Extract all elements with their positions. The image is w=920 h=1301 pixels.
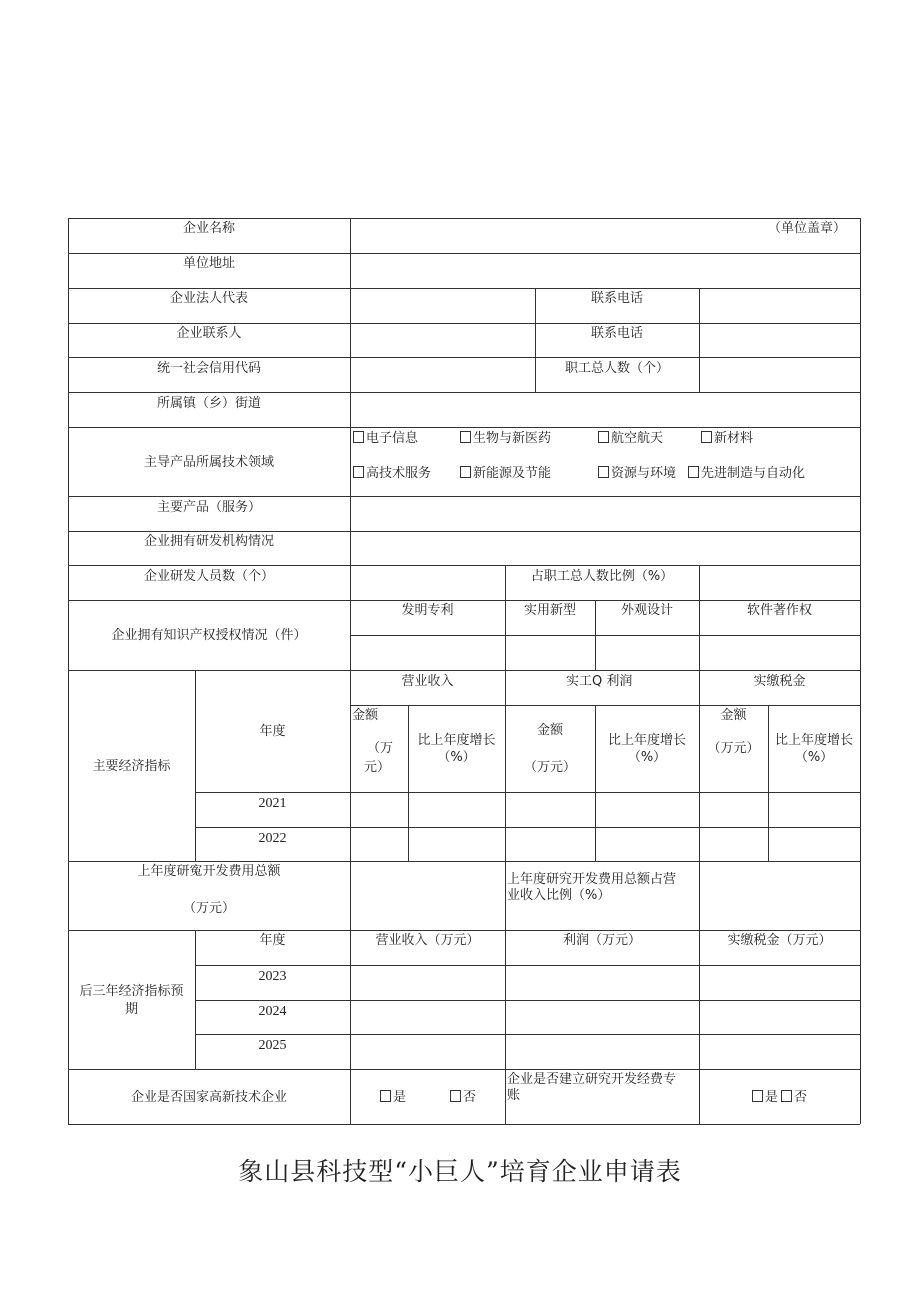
ip-label: 企业拥有知识产权授权情况（件） xyxy=(111,628,307,643)
main-products-label: 主要产品（服务） xyxy=(156,500,261,515)
forecast-tax-label: 实缴税金（万元） xyxy=(727,933,832,948)
tax-growth-label: 比上年度增长 xyxy=(774,733,853,748)
econ-label: 主要经济指标 xyxy=(92,759,171,774)
forecast-revenue-label: 营业收入（万元） xyxy=(375,933,480,948)
tax-label: 实缴税金 xyxy=(753,674,806,689)
revenue-pct-label: （%） xyxy=(437,750,476,765)
tax-amount-label: 金额 xyxy=(720,708,747,723)
checkbox-biomedicine[interactable]: 生物与新医药 xyxy=(460,431,551,447)
staff-total-label: 职工总人数（个） xyxy=(564,361,669,376)
town-label: 所属镇（乡）街道 xyxy=(156,396,261,411)
credit-code-label: 统一社会信用代码 xyxy=(156,361,261,376)
checkbox-icon xyxy=(598,431,609,443)
checkbox-icon xyxy=(460,431,471,443)
checkbox-aerospace[interactable]: 航空航天 xyxy=(598,431,663,447)
tax-pct-label: （%） xyxy=(794,750,834,765)
checkbox-icon xyxy=(353,466,364,478)
checkbox-new-energy[interactable]: 新能源及节能 xyxy=(460,466,551,482)
checkbox-resources-environment[interactable]: 资源与环境 xyxy=(598,466,676,482)
checkbox-icon xyxy=(380,1090,391,1102)
checkbox-icon xyxy=(701,431,712,443)
rd-institution-label: 企业拥有研发机构情况 xyxy=(143,534,274,549)
rd-ratio-rev-label-2: 业收入比例（%） xyxy=(507,888,611,903)
profit-label: 实工Q 利润 xyxy=(566,674,633,689)
checkbox-electronic-info[interactable]: 电子信息 xyxy=(353,431,418,447)
revenue-label: 营业收入 xyxy=(401,674,454,689)
page-title: 象山县科技型“小巨人”培育企业申请表 xyxy=(238,1157,682,1186)
year-2022: 2022 xyxy=(258,831,287,846)
address-label: 单位地址 xyxy=(182,256,235,271)
rd-account-no-checkbox[interactable]: 否 xyxy=(781,1090,807,1106)
checkbox-icon xyxy=(781,1090,792,1102)
revenue-amount-label: 金额 xyxy=(352,708,379,723)
rd-account-yes-checkbox[interactable]: 是 xyxy=(752,1090,778,1106)
profit-amount-label: 金额 xyxy=(536,723,563,738)
checkbox-hightech-services[interactable]: 高技术服务 xyxy=(353,466,431,482)
year-2021: 2021 xyxy=(258,796,287,811)
hightech-yes-checkbox[interactable]: 是 xyxy=(380,1090,406,1106)
checkbox-new-materials[interactable]: 新材料 xyxy=(701,431,753,447)
year-2023: 2023 xyxy=(258,969,287,984)
rd-account-label-1: 企业是否建立研究开发经费专 xyxy=(507,1072,677,1087)
checkbox-icon xyxy=(752,1090,763,1102)
phone-label-1: 联系电话 xyxy=(590,291,643,306)
hightech-label: 企业是否国家高新技术企业 xyxy=(130,1090,287,1105)
rd-ratio-label: 占职工总人数比例（%） xyxy=(530,569,674,584)
ip-col-design: 外观设计 xyxy=(620,603,673,618)
revenue-amount-unit-2: 元） xyxy=(364,760,391,775)
ip-col-utility: 实用新型 xyxy=(523,603,576,618)
forecast-label-1: 后三年经济指标预 xyxy=(79,984,184,999)
profit-pct-label: （%） xyxy=(627,750,667,765)
contact-label: 企业联系人 xyxy=(176,326,242,341)
rd-total-unit: （万元） xyxy=(182,901,235,916)
checkbox-icon xyxy=(353,431,364,443)
year-label: 年度 xyxy=(259,724,286,739)
forecast-year-label: 年度 xyxy=(259,933,286,948)
checkbox-advanced-manufacturing[interactable]: 先进制造与自动化 xyxy=(688,466,805,482)
seal-note: （单位盖章） xyxy=(768,221,847,236)
forecast-label-2: 期 xyxy=(124,1002,138,1017)
rd-total-label: 上年度研寃开发费用总额 xyxy=(137,864,281,879)
company-name-label: 企业名称 xyxy=(182,221,235,236)
legal-rep-label: 企业法人代表 xyxy=(169,291,248,306)
tech-field-label: 主导产品所属技术领域 xyxy=(143,455,274,470)
checkbox-icon xyxy=(450,1090,461,1102)
checkbox-icon xyxy=(598,466,609,478)
ip-col-software: 软件著作权 xyxy=(746,603,812,618)
rd-ratio-rev-label-1: 上年度研究开发费用总额占营 xyxy=(507,872,677,887)
ip-col-invention: 发明专利 xyxy=(401,603,454,618)
year-2024: 2024 xyxy=(258,1004,287,1019)
hightech-no-checkbox[interactable]: 否 xyxy=(450,1090,476,1106)
checkbox-icon xyxy=(688,466,699,478)
phone-label-2: 联系电话 xyxy=(590,326,643,341)
forecast-profit-label: 利润（万元） xyxy=(562,933,641,948)
profit-amount-unit: （万元） xyxy=(523,760,576,775)
checkbox-icon xyxy=(460,466,471,478)
year-2025: 2025 xyxy=(258,1038,287,1053)
rd-staff-label: 企业研发人员数（个） xyxy=(143,569,274,584)
revenue-amount-unit-1: （万 xyxy=(367,741,394,756)
revenue-growth-label: 比上年度增长 xyxy=(417,733,496,748)
tax-amount-unit: （万元） xyxy=(707,741,760,756)
profit-growth-label: 比上年度增长 xyxy=(607,733,686,748)
rd-account-label-2: 账 xyxy=(507,1088,521,1103)
